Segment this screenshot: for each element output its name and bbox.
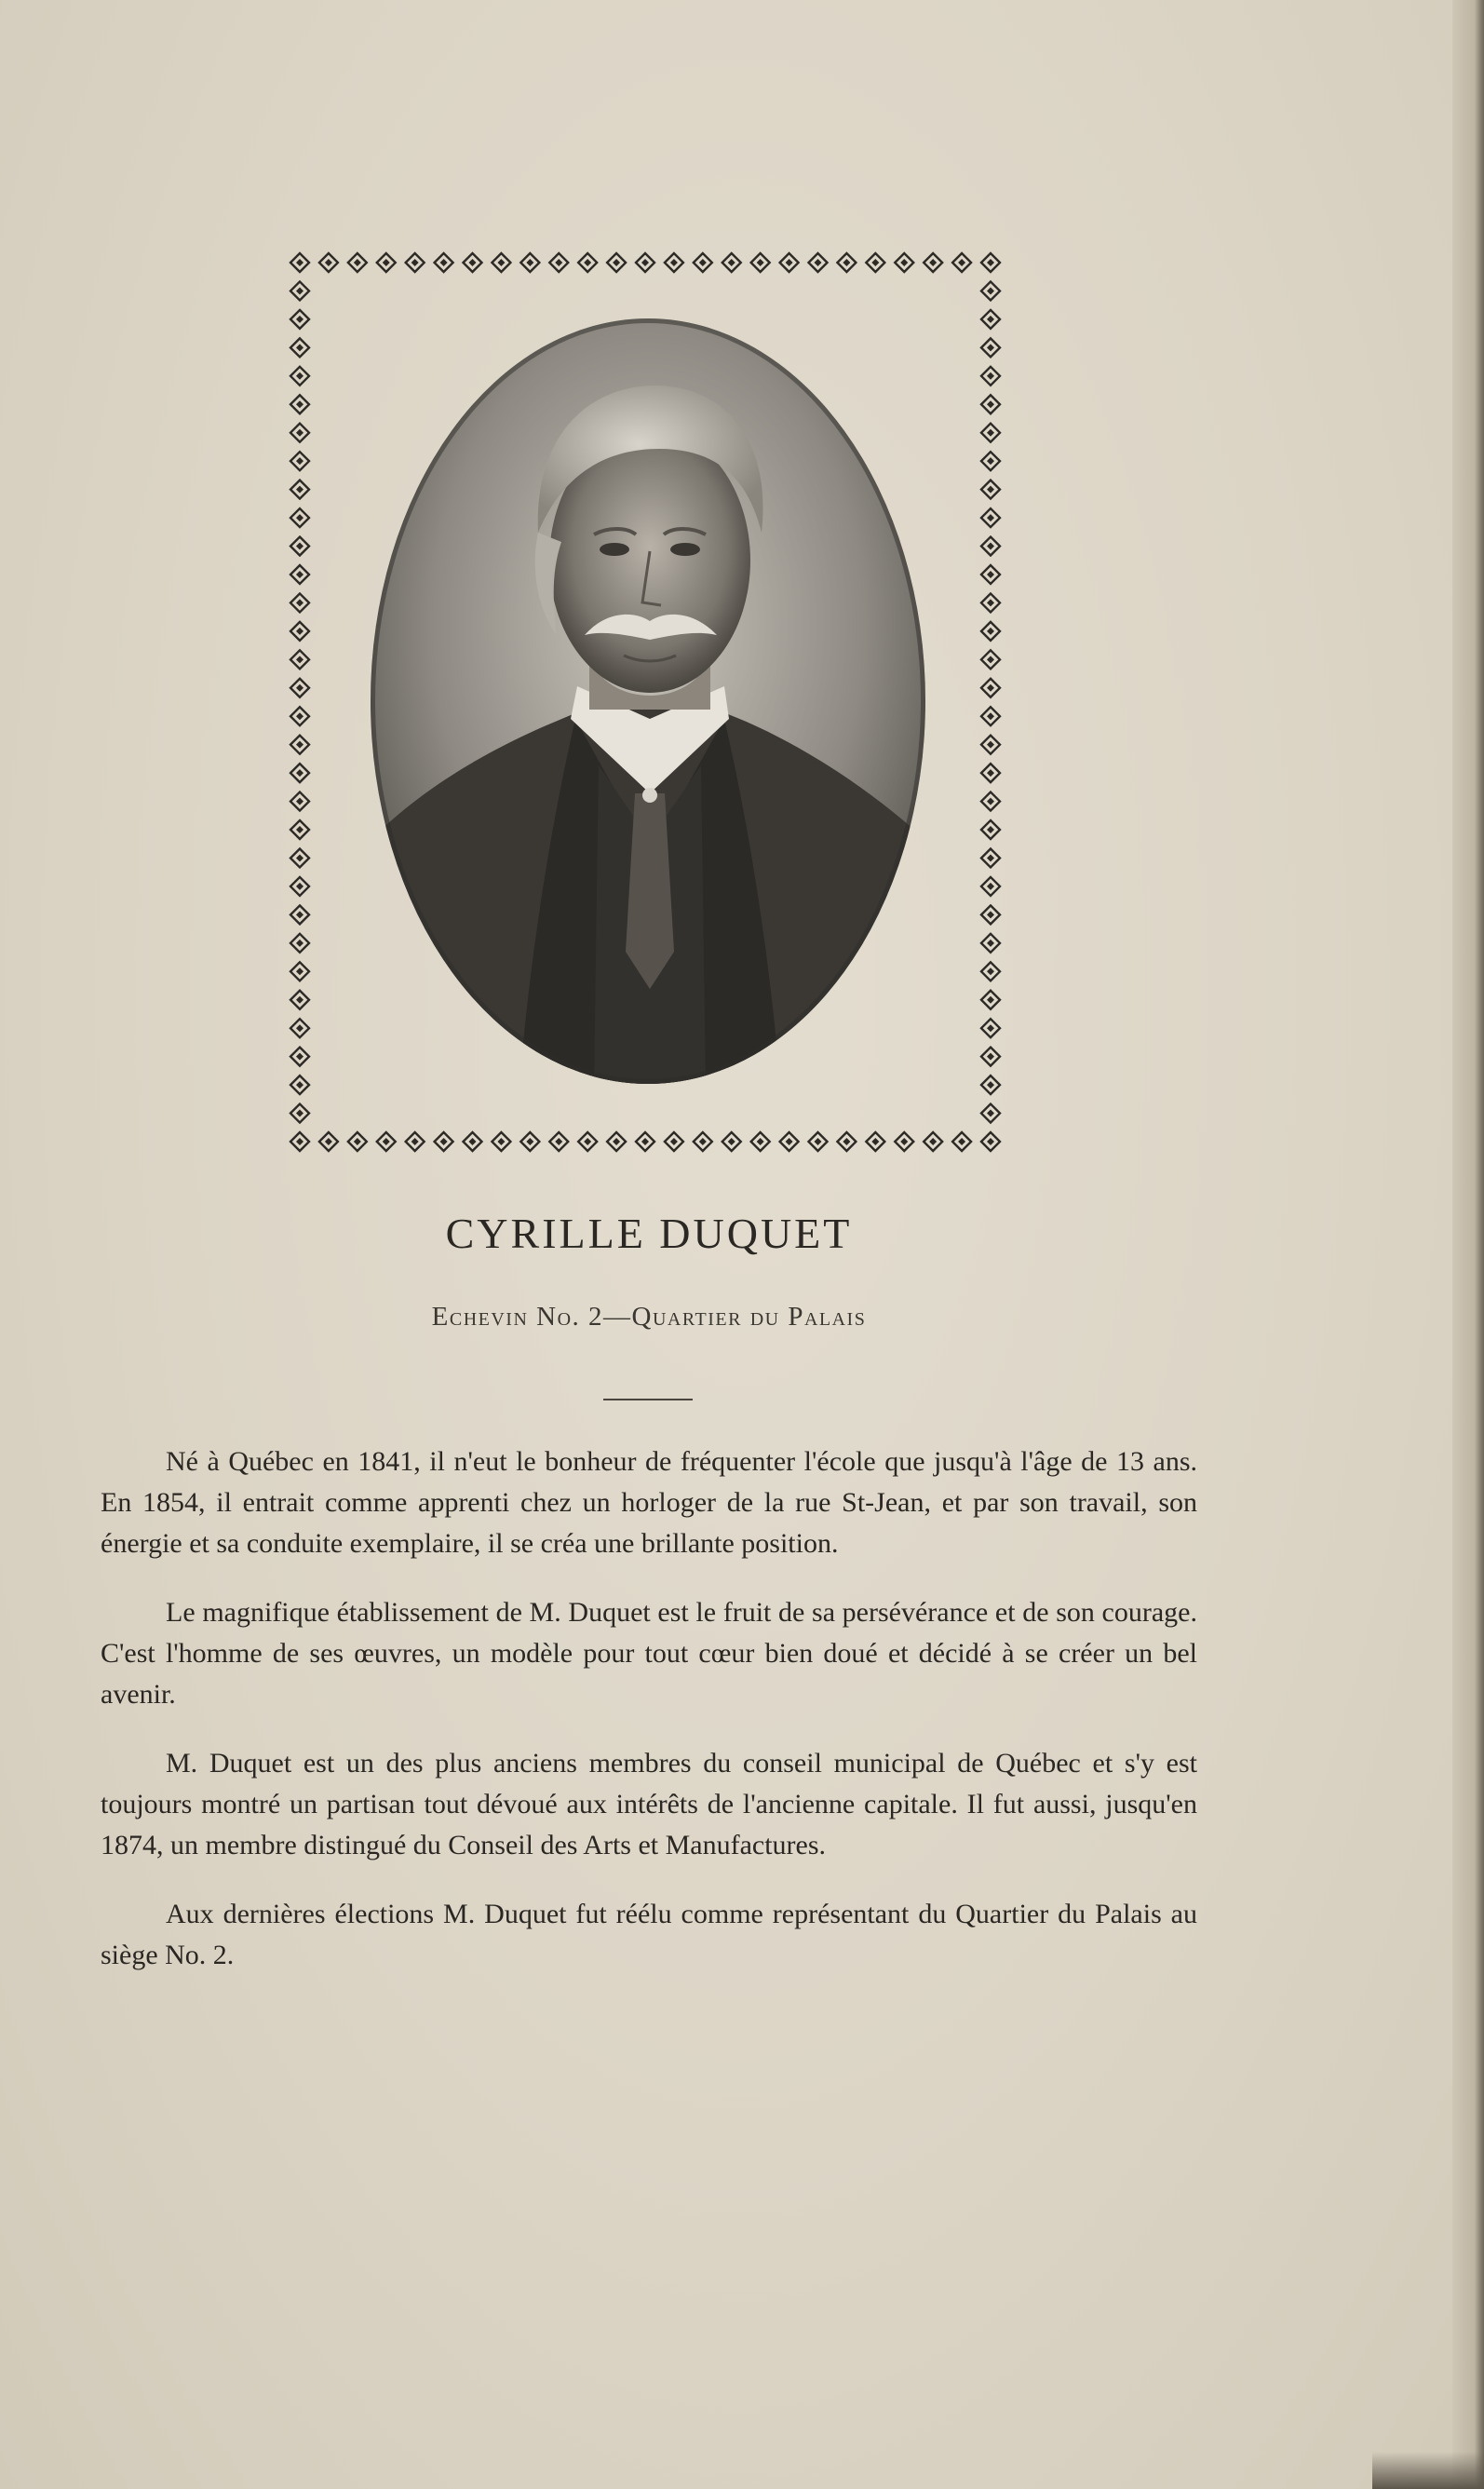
diamond-ornament-icon bbox=[492, 253, 510, 272]
diamond-ornament-icon bbox=[694, 253, 712, 272]
diamond-ornament-icon bbox=[981, 395, 1000, 413]
diamond-ornament-icon bbox=[290, 1019, 309, 1037]
diamond-ornament-icon bbox=[290, 962, 309, 981]
diamond-ornament-icon bbox=[981, 848, 1000, 867]
diamond-ornament-icon bbox=[578, 253, 597, 272]
diamond-ornament-icon bbox=[837, 1132, 856, 1151]
diamond-ornament-icon bbox=[464, 253, 482, 272]
diamond-ornament-icon bbox=[780, 253, 799, 272]
page-gutter bbox=[1452, 0, 1484, 2489]
diamond-ornament-icon bbox=[981, 991, 1000, 1009]
diamond-ornament-icon bbox=[636, 1132, 654, 1151]
paragraph-4: Aux dernières élections M. Duquet fut réélu comme représentant du Quartier du Palais au siège No. 2. bbox=[101, 1899, 1197, 1970]
diamond-ornament-icon bbox=[290, 622, 309, 641]
diamond-ornament-icon bbox=[780, 1132, 799, 1151]
page-edge-shadow bbox=[1372, 2452, 1484, 2489]
biography-text bbox=[101, 1441, 1197, 2004]
diamond-ornament-icon bbox=[290, 480, 309, 499]
diamond-ornament-icon bbox=[924, 253, 942, 272]
diamond-ornament-icon bbox=[377, 1132, 396, 1151]
diamond-ornament-icon bbox=[520, 253, 539, 272]
diamond-ornament-icon bbox=[981, 1075, 1000, 1094]
diamond-ornament-icon bbox=[981, 424, 1000, 442]
diamond-ornament-icon bbox=[290, 707, 309, 725]
paragraph-3: M. Duquet est un des plus anciens membres du conseil municipal de Québec et s'y est toujours montré un partisan tout dévoué aux intérêts de l'ancienne capitale. Il fut aussi, jusqu'en 1874, un membre distingué du Conseil des Arts et Manufactures. bbox=[101, 1748, 1197, 1860]
diamond-ornament-icon bbox=[520, 1132, 539, 1151]
diamond-ornament-icon bbox=[981, 593, 1000, 612]
diamond-ornament-icon bbox=[290, 991, 309, 1009]
diamond-ornament-icon bbox=[981, 310, 1000, 329]
diamond-ornament-icon bbox=[981, 1019, 1000, 1037]
diamond-ornament-icon bbox=[290, 395, 309, 413]
diamond-ornament-icon bbox=[290, 905, 309, 924]
diamond-ornament-icon bbox=[290, 792, 309, 811]
diamond-ornament-icon bbox=[464, 1132, 482, 1151]
diamond-ornament-icon bbox=[348, 1132, 367, 1151]
diamond-ornament-icon bbox=[981, 253, 1000, 272]
diamond-ornament-icon bbox=[981, 934, 1000, 953]
diamond-ornament-icon bbox=[665, 1132, 683, 1151]
office-subtitle: Echevin No. 2—Quartier du Palais bbox=[431, 1302, 867, 1332]
diamond-ornament-icon bbox=[290, 820, 309, 839]
diamond-ornament-icon bbox=[290, 424, 309, 442]
diamond-ornament-icon bbox=[290, 934, 309, 953]
diamond-ornament-icon bbox=[290, 1104, 309, 1123]
diamond-ornament-icon bbox=[981, 622, 1000, 641]
diamond-ornament-icon bbox=[290, 1132, 309, 1151]
diamond-ornament-icon bbox=[981, 1104, 1000, 1123]
diamond-ornament-icon bbox=[981, 452, 1000, 470]
diamond-ornament-icon bbox=[377, 253, 396, 272]
diamond-ornament-icon bbox=[492, 1132, 510, 1151]
diamond-ornament-icon bbox=[981, 508, 1000, 527]
diamond-ornament-icon bbox=[866, 1132, 884, 1151]
diamond-ornament-icon bbox=[981, 962, 1000, 981]
portrait-photograph-icon bbox=[371, 318, 925, 1084]
diamond-ornament-icon bbox=[290, 679, 309, 697]
diamond-ornament-icon bbox=[549, 253, 568, 272]
diamond-ornament-icon bbox=[290, 338, 309, 357]
diamond-ornament-icon bbox=[981, 281, 1000, 300]
diamond-ornament-icon bbox=[435, 253, 453, 272]
diamond-ornament-icon bbox=[406, 253, 425, 272]
paragraph-1: Né à Québec en 1841, il n'eut le bonheur de fréquenter l'école que jusqu'à l'âge de 13 ans. En 1854, il entrait comme apprenti chez un horloger de la rue St-Jean, et par son travail, son énergie et sa conduite exemplaire, il se créa une brillante position. bbox=[101, 1446, 1197, 1559]
diamond-ornament-icon bbox=[549, 1132, 568, 1151]
diamond-ornament-icon bbox=[636, 253, 654, 272]
diamond-ornament-icon bbox=[290, 848, 309, 867]
diamond-ornament-icon bbox=[981, 877, 1000, 896]
diamond-ornament-icon bbox=[694, 1132, 712, 1151]
person-name-heading: CYRILLE DUQUET bbox=[445, 1210, 853, 1257]
diamond-ornament-icon bbox=[895, 1132, 913, 1151]
diamond-ornament-icon bbox=[837, 253, 856, 272]
diamond-ornament-icon bbox=[290, 537, 309, 556]
diamond-ornament-icon bbox=[809, 1132, 828, 1151]
diamond-ornament-icon bbox=[981, 679, 1000, 697]
paragraph-2: Le magnifique établissement de M. Duquet est le fruit de sa persévérance et de son courage. C'est l'homme de ses œuvres, un modèle pour tout cœur bien doué et décidé à se créer un bel avenir. bbox=[101, 1597, 1197, 1710]
diamond-ornament-icon bbox=[290, 253, 309, 272]
diamond-ornament-icon bbox=[924, 1132, 942, 1151]
diamond-ornament-icon bbox=[981, 650, 1000, 669]
diamond-ornament-icon bbox=[981, 1048, 1000, 1066]
diamond-ornament-icon bbox=[895, 253, 913, 272]
diamond-ornament-icon bbox=[290, 877, 309, 896]
divider-rule bbox=[603, 1399, 693, 1400]
diamond-ornament-icon bbox=[981, 1132, 1000, 1151]
diamond-ornament-icon bbox=[981, 565, 1000, 584]
diamond-ornament-icon bbox=[290, 1075, 309, 1094]
diamond-ornament-icon bbox=[866, 253, 884, 272]
diamond-ornament-icon bbox=[981, 338, 1000, 357]
portrait-engraving bbox=[371, 318, 925, 1084]
diamond-ornament-icon bbox=[290, 650, 309, 669]
diamond-ornament-icon bbox=[607, 1132, 626, 1151]
diamond-ornament-icon bbox=[981, 764, 1000, 782]
diamond-ornament-icon bbox=[751, 1132, 770, 1151]
diamond-ornament-icon bbox=[578, 1132, 597, 1151]
diamond-ornament-icon bbox=[435, 1132, 453, 1151]
diamond-ornament-icon bbox=[290, 764, 309, 782]
diamond-ornament-icon bbox=[290, 736, 309, 754]
diamond-ornament-icon bbox=[406, 1132, 425, 1151]
diamond-ornament-icon bbox=[290, 452, 309, 470]
diamond-ornament-icon bbox=[981, 707, 1000, 725]
diamond-ornament-icon bbox=[952, 253, 971, 272]
diamond-ornament-icon bbox=[981, 792, 1000, 811]
diamond-ornament-icon bbox=[981, 480, 1000, 499]
diamond-ornament-icon bbox=[751, 253, 770, 272]
diamond-ornament-icon bbox=[319, 1132, 338, 1151]
diamond-ornament-icon bbox=[290, 367, 309, 386]
diamond-ornament-icon bbox=[319, 253, 338, 272]
diamond-ornament-icon bbox=[981, 537, 1000, 556]
diamond-ornament-icon bbox=[981, 367, 1000, 386]
diamond-ornament-icon bbox=[290, 593, 309, 612]
diamond-ornament-icon bbox=[665, 253, 683, 272]
diamond-ornament-icon bbox=[290, 565, 309, 584]
diamond-ornament-icon bbox=[981, 736, 1000, 754]
diamond-ornament-icon bbox=[290, 1048, 309, 1066]
diamond-ornament-icon bbox=[290, 508, 309, 527]
diamond-ornament-icon bbox=[952, 1132, 971, 1151]
diamond-ornament-icon bbox=[722, 1132, 741, 1151]
diamond-ornament-icon bbox=[722, 253, 741, 272]
diamond-ornament-icon bbox=[809, 253, 828, 272]
diamond-ornament-icon bbox=[607, 253, 626, 272]
diamond-ornament-icon bbox=[981, 905, 1000, 924]
diamond-ornament-icon bbox=[348, 253, 367, 272]
diamond-ornament-icon bbox=[290, 281, 309, 300]
diamond-ornament-icon bbox=[290, 310, 309, 329]
diamond-ornament-icon bbox=[981, 820, 1000, 839]
